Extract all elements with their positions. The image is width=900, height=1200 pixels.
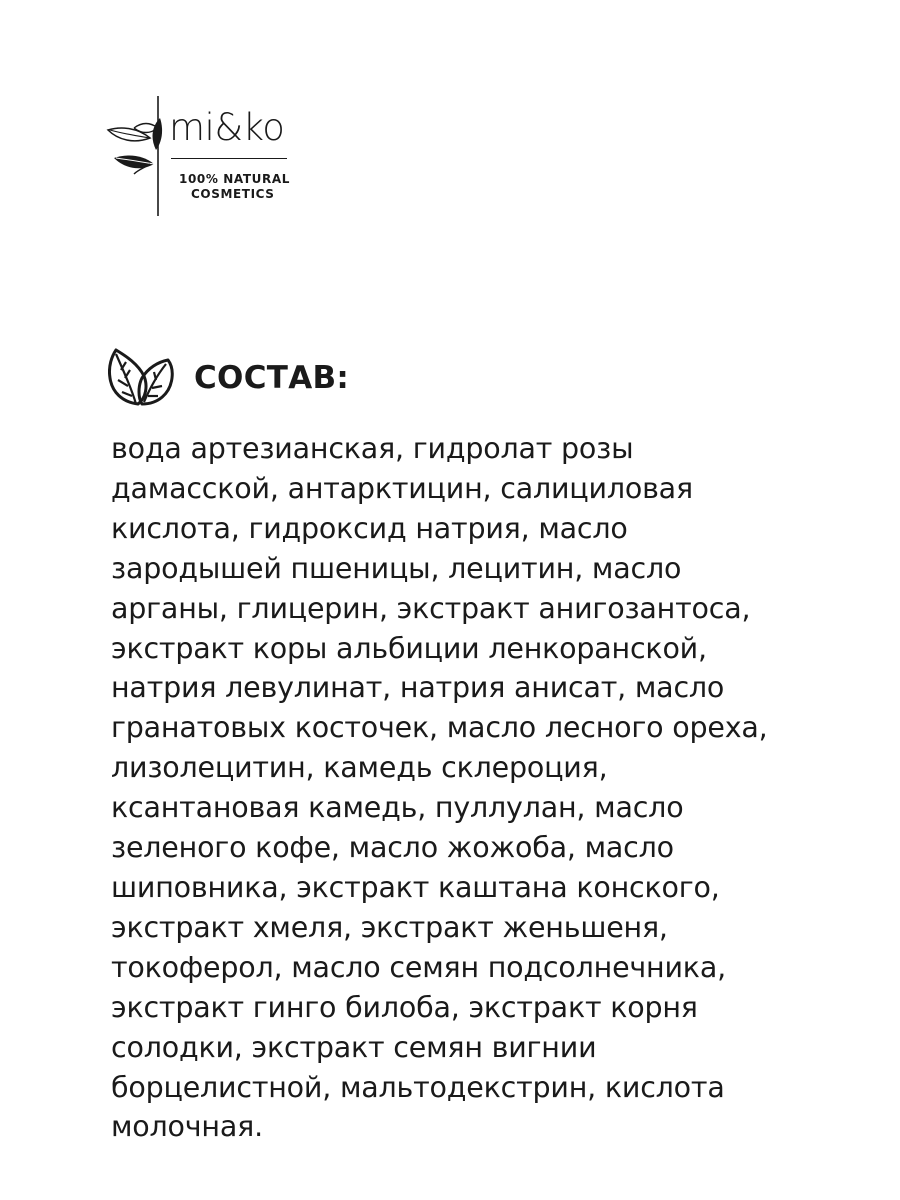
ingredients-line: экстракт хмеля, экстракт женьшеня, [111, 910, 668, 944]
tagline-line-1: 100% NATURAL [179, 172, 290, 186]
ingredients-line: шиповника, экстракт каштана конского, [111, 870, 720, 904]
leaf-sprig-icon [104, 94, 164, 218]
ingredients-line: кислота, гидроксид натрия, масло [111, 511, 628, 545]
ingredients-line: арганы, глицерин, экстракт анигозантоса, [111, 591, 751, 625]
section-title: СОСТАВ: [194, 360, 350, 396]
ingredients-line: зеленого кофе, масло жожоба, масло [111, 831, 674, 865]
ingredients-line: вода артезианская, гидролат розы [111, 432, 634, 465]
ingredients-line: натрия левулинат, натрия анисат, масло [111, 671, 725, 705]
ingredients-list [111, 429, 851, 1147]
ingredients-line: дамасской, антарктицин, салициловая [111, 471, 693, 505]
ingredients-line: экстракт гинго билоба, экстракт корня [111, 990, 698, 1024]
ingredients-line: молочная. [111, 1110, 263, 1144]
logo-divider [171, 158, 287, 159]
ingredients-line: солодки, экстракт семян вигнии [111, 1030, 597, 1064]
leaves-icon [108, 348, 174, 408]
ingredients-line: токоферол, масло семян подсолнечника, [111, 950, 726, 984]
ingredients-line: ксантановая камедь, пуллулан, масло [111, 791, 684, 825]
tagline-line-2: COSMETICS [191, 187, 275, 201]
brand-logo [104, 94, 304, 218]
ingredients-line: экстракт коры альбиции ленкоранской, [111, 631, 707, 665]
composition-heading [108, 345, 349, 411]
brand-tagline [179, 172, 290, 202]
brand-name: mi&ko [169, 106, 285, 149]
ingredients-line: борцелистной, мальтодекстрин, кислота [111, 1070, 725, 1104]
ingredients-line: гранатовых косточек, масло лесного ореха, [111, 711, 768, 745]
ingredients-line: лизолецитин, камедь склероция, [111, 751, 608, 785]
ingredients-line: зародышей пшеницы, лецитин, масло [111, 551, 682, 585]
